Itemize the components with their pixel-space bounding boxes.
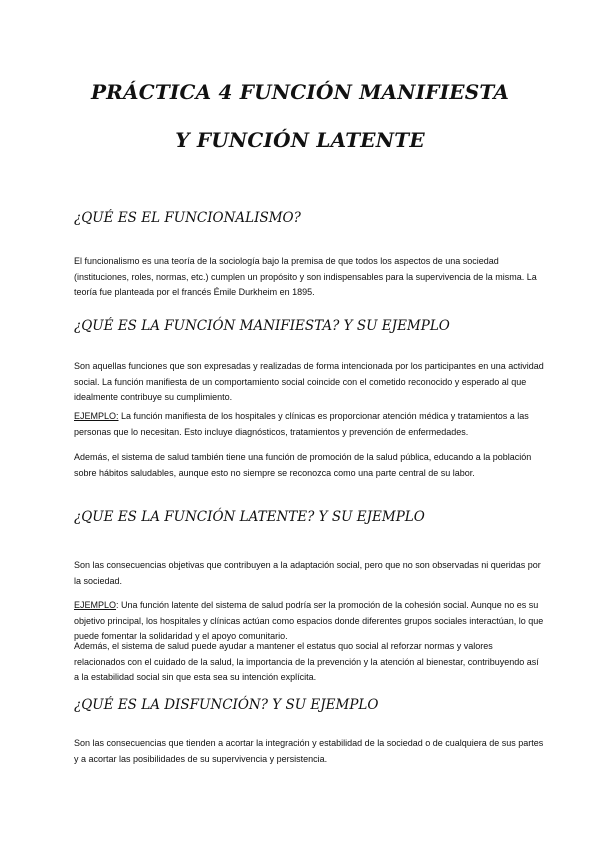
paragraph-funcionalismo: El funcionalismo es una teoría de la sociología bajo la premisa de que todos los aspectos de una sociedad (instituciones, roles, normas, etc.) cumplen un propósito y son indispensables para la supervivencia de la misma. La teoría fue planteada por el francés Émile Durkheim en 1895.	[74, 256, 537, 297]
extra-funcion-latente: Además, el sistema de salud puede ayudar a mantener el estatus quo social al reforzar normas y valores relacionados con el cuidado de la salud, la importancia de la prevención y la atención al bienestar, contribuyendo así a la estabilidad social sin que esta sea su intención explícita.	[74, 641, 539, 682]
example-text: : Una función latente del sistema de salud podría ser la promoción de la cohesión social. Aunque no es su objetivo principal, los hospitales y clínicas actúan como espacios donde diferentes grupos sociales interactúan, lo que puede fomentar la solidaridad y el apoyo comunitario.	[74, 600, 544, 641]
document-title-line-1: PRÁCTICA 4 FUNCIÓN MANIFIESTA	[90, 80, 510, 104]
extra-funcion-manifiesta: Además, el sistema de salud también tiene una función de promoción de la salud pública, educando a la población sobre hábitos saludables, aunque esto no siempre se reconozca como una parte central de su labor.	[74, 452, 532, 478]
example-label: EJEMPLO:	[74, 411, 119, 421]
example-label: EJEMPLO	[74, 600, 117, 610]
document-title-line-2: Y FUNCIÓN LATENTE	[175, 128, 425, 152]
paragraph-funcion-manifiesta: Son aquellas funciones que son expresadas y realizadas de forma intencionada por los participantes en una actividad social. La función manifiesta de un comportamiento social coincide con el cometido reconocido y esperado al que idealmente contribuye su cumplimiento.	[74, 361, 544, 402]
section-heading-funcion-manifiesta: ¿QUÉ ES LA FUNCIÓN MANIFIESTA? Y SU EJEMPLO	[74, 318, 450, 334]
section-heading-funcion-latente: ¿QUE ES LA FUNCIÓN LATENTE? Y SU EJEMPLO	[74, 509, 425, 525]
example-text: La función manifiesta de los hospitales y clínicas es proporcionar atención médica y tratamientos a las personas que lo necesitan. Esto incluye diagnósticos, tratamientos y prevención de enfermedades.	[74, 411, 529, 437]
paragraph-disfuncion: Son las consecuencias que tienden a acortar la integración y estabilidad de la sociedad o de cualquiera de sus partes y a acortar las posibilidades de su supervivencia y persistencia.	[74, 738, 544, 764]
section-heading-funcionalismo: ¿QUÉ ES EL FUNCIONALISMO?	[74, 210, 301, 226]
paragraph-funcion-latente: Son las consecuencias objetivas que contribuyen a la adaptación social, pero que no son observadas ni queridas por la sociedad.	[74, 560, 541, 586]
example-funcion-latente	[74, 598, 544, 645]
example-funcion-manifiesta	[74, 409, 544, 440]
section-heading-disfuncion: ¿QUÉ ES LA DISFUNCIÓN? Y SU EJEMPLO	[74, 697, 379, 713]
